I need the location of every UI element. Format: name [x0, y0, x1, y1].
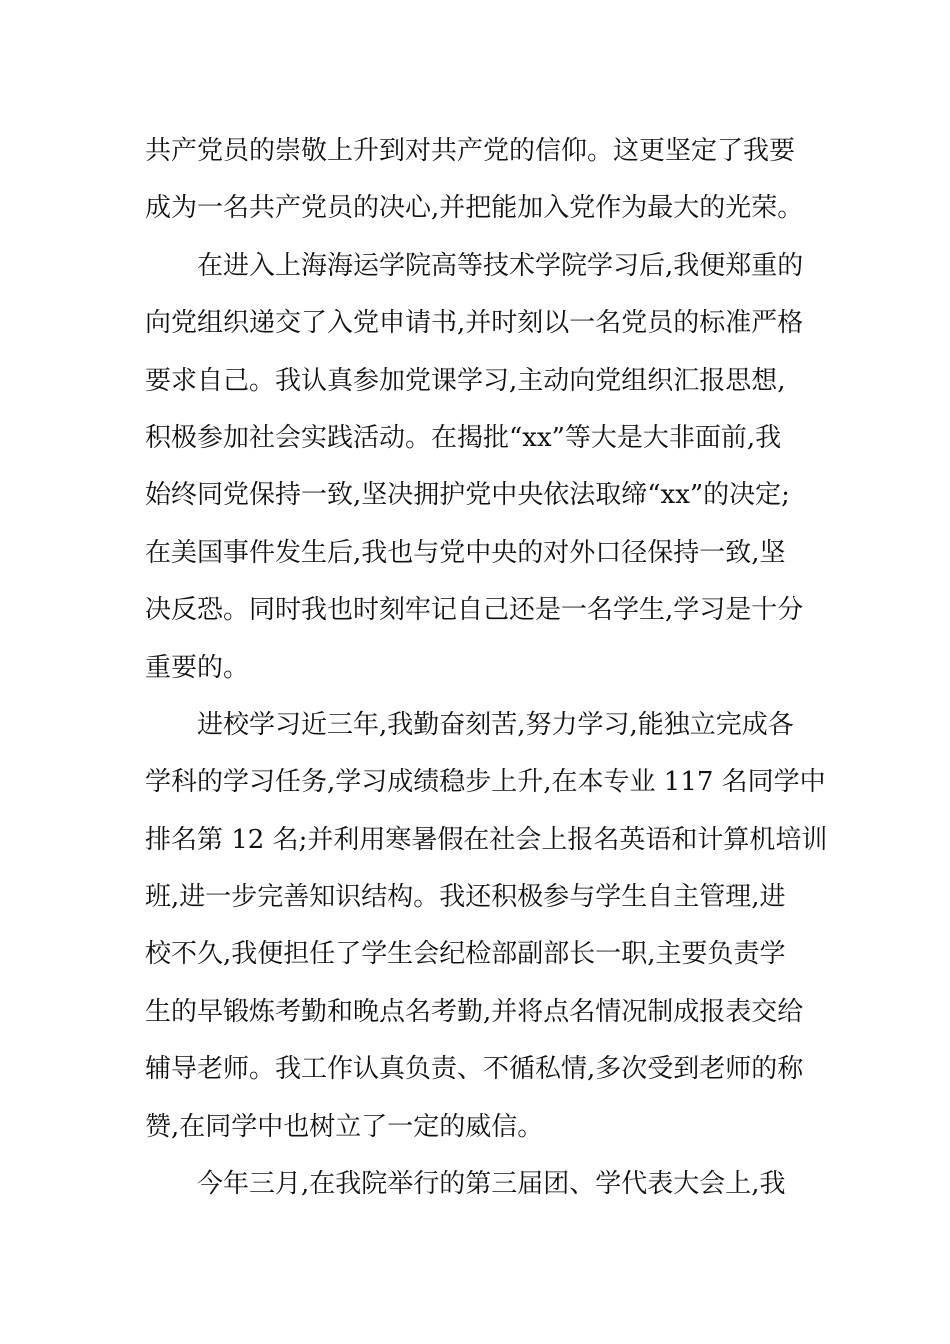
- text-line: 始终同党保持一致,坚决拥护党中央依法取缔“xx”的决定;: [145, 480, 790, 511]
- text-line: 班,进一步完善知识结构。我还积极参与学生自主管理,进: [145, 882, 786, 913]
- text-line: 决反恐。同时我也时刻牢记自己还是一名学生,学习是十分: [145, 595, 804, 626]
- text-line: 今年三月,在我院举行的第三届团、学代表大会上,我: [197, 1169, 786, 1200]
- text-line: 辅导老师。我工作认真负责、不循私情,多次受到老师的称: [145, 1054, 804, 1085]
- text-line: 校不久,我便担任了学生会纪检部副部长一职,主要负责学: [145, 939, 786, 970]
- text-line: 共产党员的崇敬上升到对共产党的信仰。这更坚定了我要: [145, 136, 796, 166]
- text-line: 赞,在同学中也树立了一定的威信。: [145, 1111, 544, 1142]
- document-body: [145, 123, 828, 1213]
- text-line: 排名第 12 名;并利用寒暑假在社会上报名英语和计算机培训: [145, 824, 828, 855]
- text-line: 要求自己。我认真参加党课学习,主动向党组织汇报思想,: [145, 365, 786, 396]
- text-line: 在进入上海海运学院高等技术学院学习后,我便郑重的: [197, 250, 804, 281]
- text-line: 积极参加社会实践活动。在揭批“xx”等大是大非面前,我: [145, 422, 782, 453]
- text-line: 重要的。: [145, 652, 250, 683]
- text-line: 生的早锻炼考勤和晚点名考勤,并将点名情况制成报表交给: [145, 996, 804, 1027]
- text-line: 学科的学习任务,学习成绩稳步上升,在本专业 117 名同学中: [145, 767, 826, 798]
- text-line: 成为一名共产党员的决心,并把能加入党作为最大的光荣。: [145, 193, 804, 224]
- text-line: 在美国事件发生后,我也与党中央的对外口径保持一致,坚: [145, 537, 786, 568]
- text-line: 进校学习近三年,我勤奋刻苦,努力学习,能独立完成各: [197, 709, 794, 740]
- text-line: 向党组织递交了入党申请书,并时刻以一名党员的标准严格: [145, 308, 804, 339]
